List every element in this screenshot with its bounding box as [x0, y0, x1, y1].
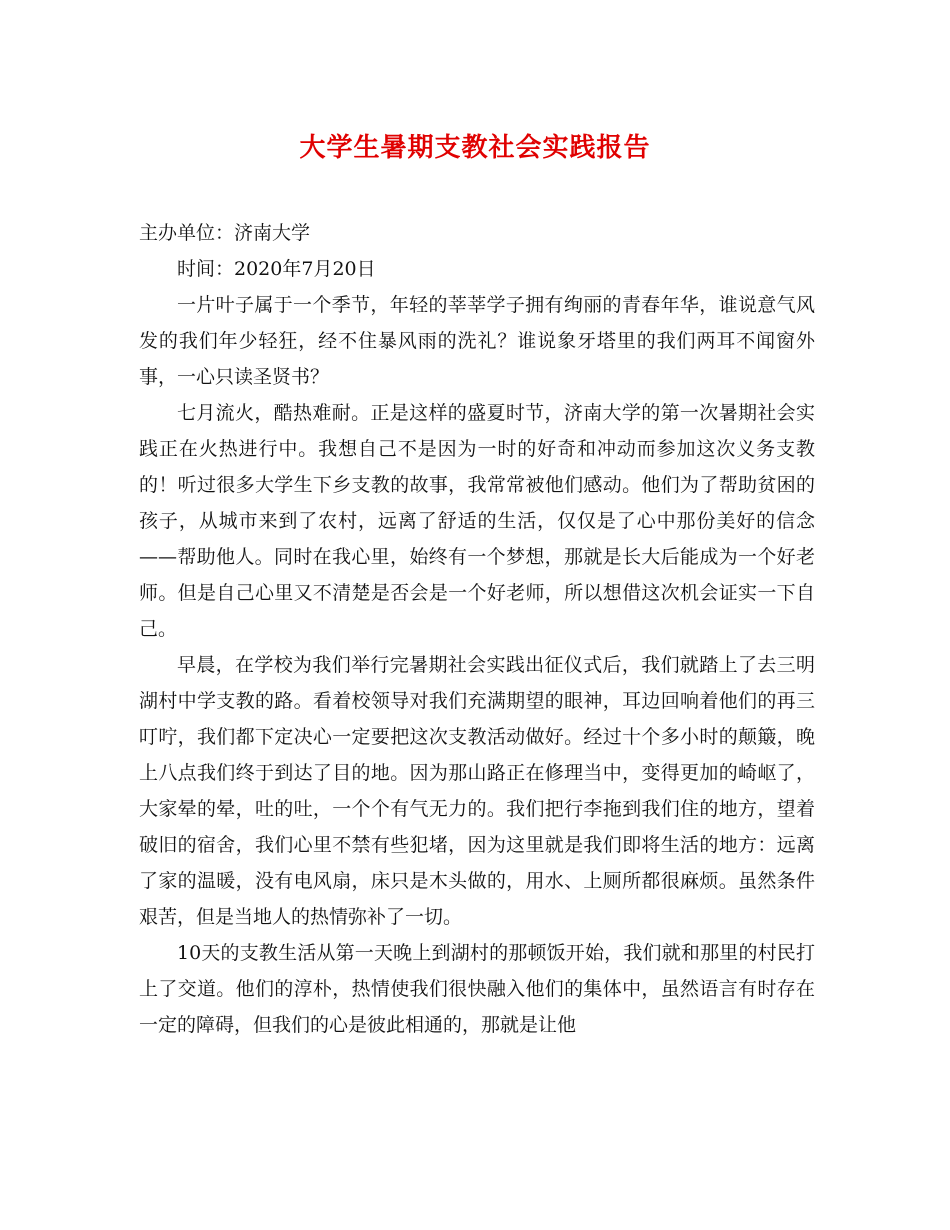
document-body: [139, 215, 815, 1043]
paragraph-4: 10天的支教生活从第一天晚上到湖村的那顿饭开始，我们就和那里的村民打上了交道。他们的淳朴，热情使我们很快融入他们的集体中，虽然语言有时存在一定的障碍，但我们的心是彼此相通的，那就是让他: [139, 942, 815, 1036]
paragraph-2: 七月流火，酷热难耐。正是这样的盛夏时节，济南大学的第一次暑期社会实践正在火热进行中。我想自己不是因为一时的好奇和冲动而参加这次义务支教的！听过很多大学生下乡支教的故事，我常常被他们感动。他们为了帮助贫困的孩子，从城市来到了农村，远离了舒适的生活，仅仅是了心中那份美好的信念——帮助他人。同时在我心里，始终有一个梦想，那就是长大后能成为一个好老师。但是自己心里又不清楚是否会是一个好老师，所以想借这次机会证实一下自己。: [139, 402, 815, 640]
date-line: 时间：2020年7月20日: [177, 258, 376, 280]
paragraph-3: 早晨，在学校为我们举行完暑期社会实践出征仪式后，我们就踏上了去三明湖村中学支教的路。看着校领导对我们充满期望的眼神，耳边回响着他们的再三叮咛，我们都下定决心一定要把这次支教活动做好。经过十个多小时的颠簸，晚上八点我们终于到达了目的地。因为那山路正在修理当中，变得更加的崎岖了，大家晕的晕，吐的吐，一个个有气无力的。我们把行李拖到我们住的地方，望着破旧的宿舍，我们心里不禁有些犯堵，因为这里就是我们即将生活的地方：远离了家的温暖，没有电风扇，床只是木头做的，用水、上厕所都很麻烦。虽然条件艰苦，但是当地人的热情弥补了一切。: [139, 654, 815, 928]
organizer-line: 主办单位：济南大学: [139, 222, 311, 244]
paragraph-1: 一片叶子属于一个季节，年轻的莘莘学子拥有绚丽的青春年华，谁说意气风发的我们年少轻狂，经不住暴风雨的洗礼？谁说象牙塔里的我们两耳不闻窗外事，一心只读圣贤书？: [139, 294, 815, 388]
document-title: 大学生暑期支教社会实践报告: [299, 133, 651, 163]
